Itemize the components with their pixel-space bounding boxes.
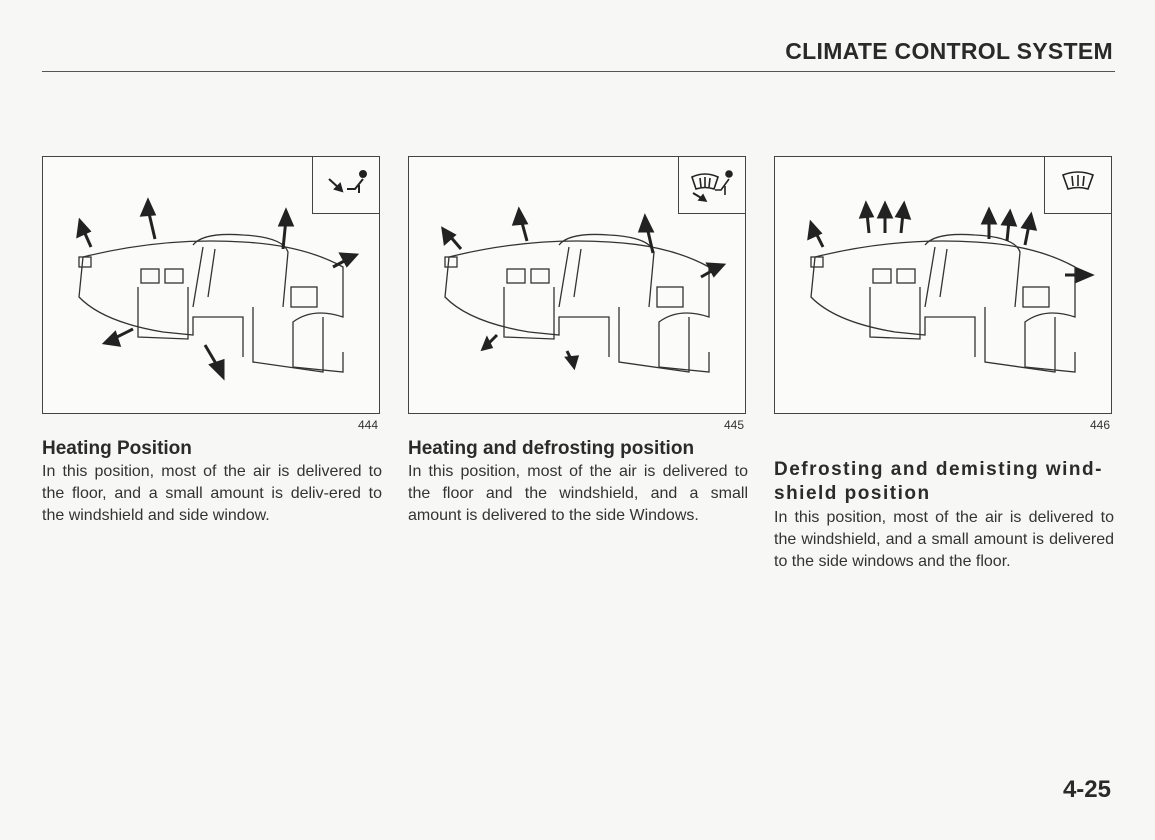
section-heading: Heating and defrosting position <box>408 438 695 459</box>
mode-indicator-box <box>312 156 380 214</box>
defrost-icon <box>1045 157 1111 213</box>
section-body: In this position, most of the air is delivered to the windshield, and a small amount is delivered to the side windows and the floor. <box>774 509 1114 570</box>
section-defrosting-demisting-position <box>774 156 1114 573</box>
mode-indicator-box <box>1044 156 1112 214</box>
figure-number: 445 <box>723 418 744 432</box>
page-title: CLIMATE CONTROL SYSTEM <box>785 38 1113 64</box>
dashboard-figure-444 <box>42 156 380 414</box>
section-body: In this position, most of the air is delivered to the floor and the windshield, and a small amount is delivered to the side Windows. <box>408 463 748 524</box>
section-heating-defrosting-position <box>408 156 748 527</box>
page-number: 4-25 <box>1062 776 1111 803</box>
dashboard-figure-445 <box>408 156 746 414</box>
section-heating-position <box>42 156 382 527</box>
mode-indicator-box <box>678 156 746 214</box>
dashboard-figure-446 <box>774 156 1112 414</box>
floor-defrost-icon <box>679 157 745 213</box>
figure-number: 444 <box>357 418 378 432</box>
section-heading: Defrosting and demisting wind-shield position <box>774 459 1103 504</box>
figure-number: 446 <box>1089 418 1110 432</box>
header-rule <box>42 71 1115 72</box>
section-heading: Heating Position <box>42 438 192 459</box>
floor-icon <box>313 157 379 213</box>
section-body: In this position, most of the air is delivered to the floor, and a small amount is deliv-ered to the windshield and side window. <box>42 463 382 524</box>
